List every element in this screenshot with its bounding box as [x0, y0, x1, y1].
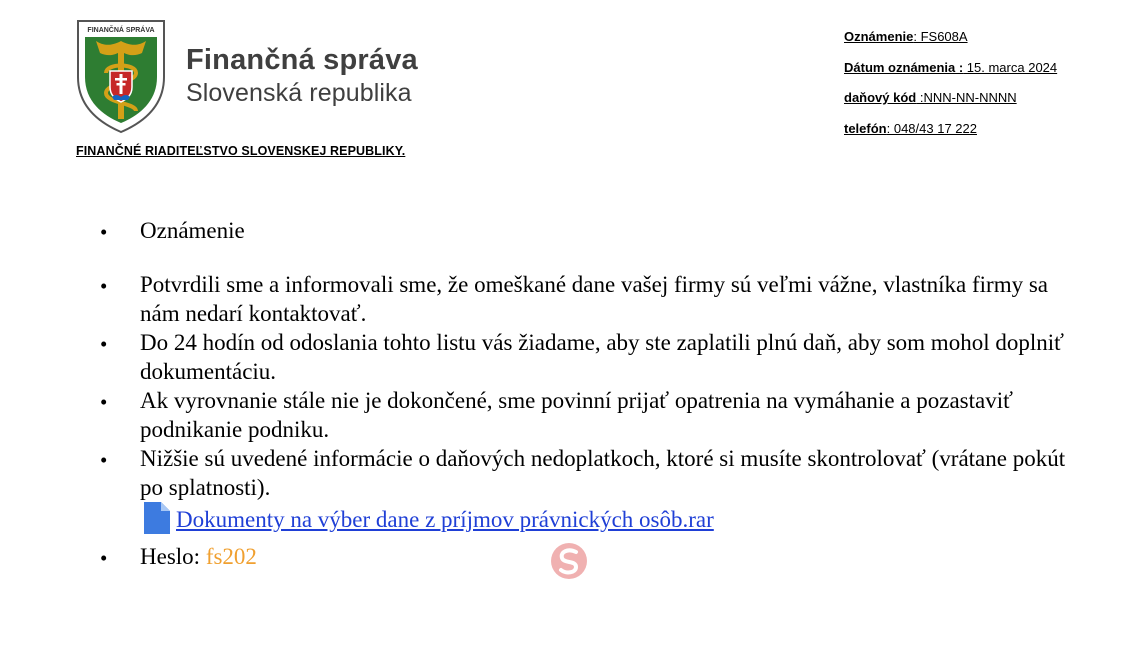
directorate-name: FINANČNÉ RIADITEĽSTVO SLOVENSKEJ REPUBLIKY. — [76, 144, 406, 158]
tax-authority-emblem — [72, 15, 170, 135]
brand-title: Finančná správa — [186, 44, 418, 76]
phone-label: telefón — [844, 120, 887, 136]
phone-value: : 048/43 17 222 — [886, 120, 977, 136]
list-item: • Nižšie sú uvedené informácie o daňových nedoplatkoch, ktoré si musíte skontrolovať (vrátane pokút po splatnosti). — [100, 444, 1080, 502]
tax-code-value: :NNN-NN-NNNN — [916, 90, 1017, 105]
notice-id-value: : FS608A — [913, 29, 968, 44]
watermark-logo — [548, 542, 590, 580]
password-row — [100, 542, 257, 571]
list-item: • Potvrdili sme a informovali sme, že omeškané dane vašej firmy sú veľmi vážne, vlastníka firmy sa nám nedarí kontaktovať. — [100, 270, 1080, 328]
password-label: Heslo: — [140, 544, 206, 569]
notice-date-label: Dátum oznámenia : — [844, 59, 964, 75]
list-item: • Oznámenie — [100, 216, 1080, 245]
phone-row — [844, 120, 1057, 151]
notice-date-value: 15. marca 2024 — [963, 59, 1058, 75]
file-icon — [144, 502, 170, 534]
list-item: • Do 24 hodín od odoslania tohto listu vás žiadame, aby ste zaplatili plnú daň, aby som mohol doplniť dokumentáciu. — [100, 328, 1080, 386]
brand-block — [186, 42, 418, 109]
notice-id-label: Oznámenie — [844, 29, 914, 44]
notice-date-row — [844, 59, 1057, 90]
attachment-link[interactable]: Dokumenty na výber dane z príjmov právnických osôb.rar — [176, 507, 714, 532]
brand-subtitle: Slovenská republika — [186, 79, 412, 107]
svg-text:FINANČNÁ SPRÁVA: FINANČNÁ SPRÁVA — [87, 27, 155, 34]
list-item: • Ak vyrovnanie stále nie je dokončené, sme povinní prijať opatrenia na vymáhanie a pozastaviť podnikanie podniku. — [100, 386, 1080, 444]
notice-body — [100, 216, 1080, 502]
tax-code-row — [844, 89, 1057, 120]
notice-id-row — [844, 28, 1057, 59]
notice-meta — [844, 28, 1057, 150]
tax-code-label: daňový kód — [844, 90, 917, 105]
password-value: fs202 — [205, 544, 257, 569]
attachment-row[interactable] — [144, 502, 714, 534]
